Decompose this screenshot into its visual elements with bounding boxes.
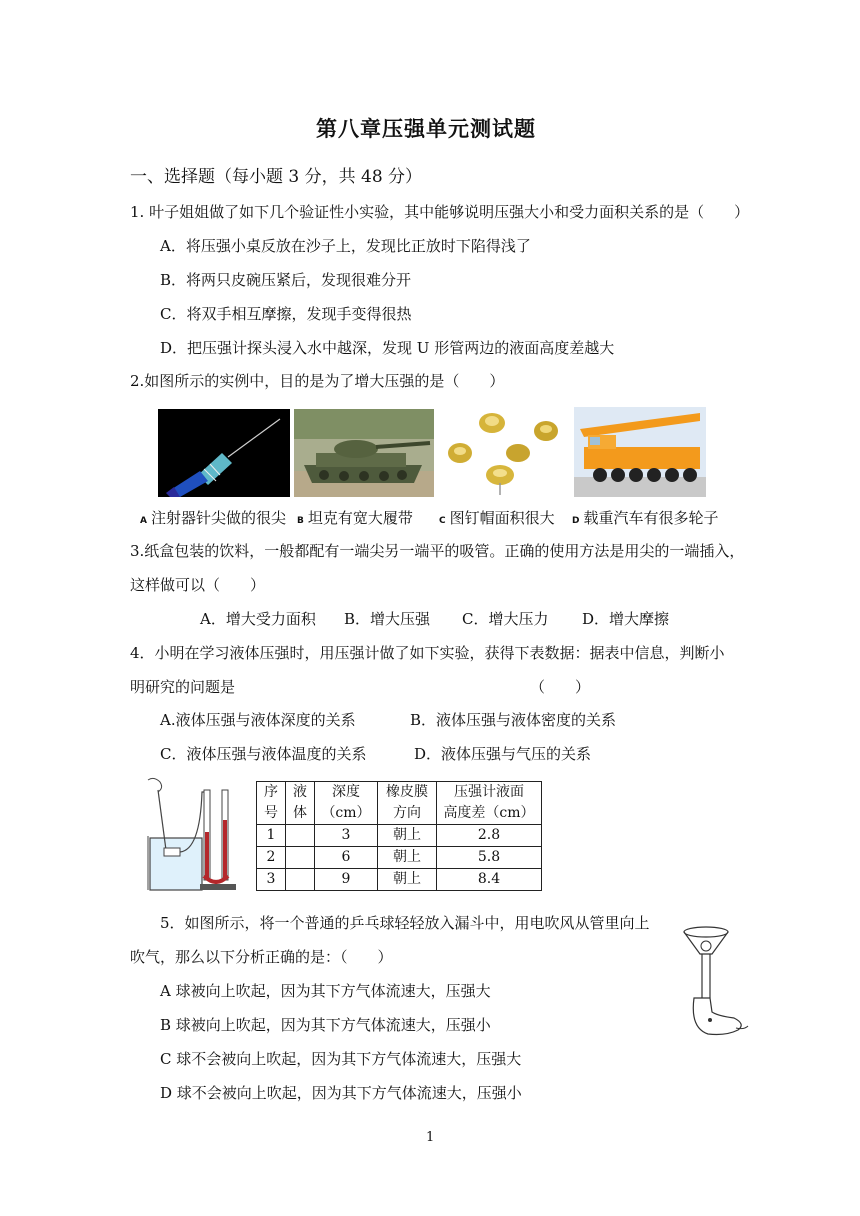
tank-image bbox=[294, 409, 434, 497]
caption-b-letter: B bbox=[297, 516, 304, 526]
question-5-option-b: B 球被向上吹起，因为其下方气体流速大，压强小 bbox=[160, 1016, 491, 1034]
header-text: 高度差（cm） bbox=[443, 805, 535, 821]
caption-d bbox=[572, 507, 719, 528]
question-2-stem: 2.如图所示的实例中，目的是为了增大压强的是（ ） bbox=[130, 372, 505, 390]
table-row bbox=[257, 825, 542, 847]
caption-c-letter: C bbox=[439, 516, 446, 526]
thumbtack-image bbox=[442, 409, 564, 497]
caption-a-text: 注射器针尖做的很尖 bbox=[150, 509, 286, 527]
caption-a bbox=[140, 507, 286, 528]
caption-b bbox=[297, 507, 413, 528]
page-number: 1 bbox=[426, 1130, 435, 1145]
header-cell-membrane-direction bbox=[378, 782, 437, 825]
table-cell: 2.8 bbox=[437, 825, 542, 847]
header-text: 深度 bbox=[332, 784, 360, 800]
header-cell-liquid bbox=[286, 782, 315, 825]
header-text: 序 bbox=[264, 784, 278, 800]
question-4-line-2: 明研究的问题是 bbox=[130, 678, 236, 696]
table-cell bbox=[286, 847, 315, 869]
question-5-option-d: D 球不会被向上吹起，因为其下方气体流速大，压强小 bbox=[160, 1084, 522, 1102]
table-cell: 1 bbox=[257, 825, 286, 847]
pressure-gauge-image bbox=[138, 776, 248, 894]
table-row bbox=[257, 869, 542, 891]
table-cell: 9 bbox=[315, 869, 378, 891]
caption-d-text: 载重汽车有很多轮子 bbox=[583, 509, 719, 527]
question-5-line-1: 5．如图所示，将一个普通的乒乓球轻轻放入漏斗中，用电吹风从管里向上 bbox=[160, 914, 650, 932]
question-4-line-1: 4．小明在学习液体压强时，用压强计做了如下实验，获得下表数据：据表中信息，判断小 bbox=[130, 644, 725, 662]
table-cell bbox=[286, 825, 315, 847]
table-cell: 朝上 bbox=[378, 869, 437, 891]
header-text: 号 bbox=[264, 805, 278, 821]
question-3-option-c: C．增大压力 bbox=[462, 610, 549, 628]
caption-d-letter: D bbox=[572, 516, 580, 526]
question-3-option-b: B．增大压强 bbox=[344, 610, 431, 628]
table-row bbox=[257, 847, 542, 869]
table-header-row bbox=[257, 782, 542, 825]
question-1-option-b: B．将两只皮碗压紧后，发现很难分开 bbox=[160, 271, 412, 289]
caption-c-text: 图钉帽面积很大 bbox=[449, 509, 555, 527]
header-text: 方向 bbox=[393, 805, 421, 821]
header-text: 橡皮膜 bbox=[386, 784, 428, 800]
table-cell: 朝上 bbox=[378, 825, 437, 847]
question-3-option-d: D．增大摩擦 bbox=[582, 610, 670, 628]
data-table bbox=[256, 781, 542, 891]
question-4-answer-paren: （ ） bbox=[530, 678, 591, 696]
section-heading: 一、选择题（每小题 3 分，共 48 分） bbox=[130, 167, 423, 187]
question-1-option-a: A．将压强小桌反放在沙子上，发现比正放时下陷得浅了 bbox=[160, 237, 531, 255]
caption-c bbox=[439, 507, 555, 528]
header-cell-depth bbox=[315, 782, 378, 825]
question-4-option-d: D．液体压强与气压的关系 bbox=[414, 745, 592, 763]
question-5-option-c: C 球不会被向上吹起，因为其下方气体流速大，压强大 bbox=[160, 1050, 522, 1068]
header-text: （cm） bbox=[321, 805, 371, 821]
header-cell-index bbox=[257, 782, 286, 825]
question-1-option-c: C．将双手相互摩擦，发现手变得很热 bbox=[160, 305, 412, 323]
question-5-line-2: 吹气，那么以下分析正确的是：（ ） bbox=[130, 948, 393, 966]
table-cell: 2 bbox=[257, 847, 286, 869]
table-cell: 朝上 bbox=[378, 847, 437, 869]
table-cell: 8.4 bbox=[437, 869, 542, 891]
question-3-line-1: 3.纸盒包装的饮料，一般都配有一端尖另一端平的吸管。正确的使用方法是用尖的一端插入， bbox=[130, 542, 745, 560]
question-3-option-a: A．增大受力面积 bbox=[200, 610, 316, 628]
table-cell: 5.8 bbox=[437, 847, 542, 869]
table-cell: 6 bbox=[315, 847, 378, 869]
table-cell: 3 bbox=[315, 825, 378, 847]
question-1-option-d: D．把压强计探头浸入水中越深，发现 U 形管两边的液面高度差越大 bbox=[160, 339, 615, 357]
table-cell: 3 bbox=[257, 869, 286, 891]
question-4-option-a: A.液体压强与液体深度的关系 bbox=[160, 711, 356, 729]
funnel-dryer-image bbox=[676, 924, 750, 1042]
page-title: 第八章压强单元测试题 bbox=[316, 116, 536, 141]
caption-a-letter: A bbox=[140, 516, 147, 526]
table-cell bbox=[286, 869, 315, 891]
crane-truck-image bbox=[574, 407, 706, 497]
question-3-line-2: 这样做可以（ ） bbox=[130, 576, 266, 594]
syringe-image bbox=[158, 409, 290, 497]
header-text: 体 bbox=[293, 805, 307, 821]
caption-b-text: 坦克有宽大履带 bbox=[307, 509, 413, 527]
header-cell-height-difference bbox=[437, 782, 542, 825]
header-text: 液 bbox=[293, 784, 307, 800]
question-1-stem: 1. 叶子姐姐做了如下几个验证性小实验，其中能够说明压强大小和受力面积关系的是（ ） bbox=[130, 203, 750, 221]
question-5-option-a: A 球被向上吹起，因为其下方气体流速大，压强大 bbox=[160, 982, 491, 1000]
question-4-option-c: C．液体压强与液体温度的关系 bbox=[160, 745, 367, 763]
question-4-option-b: B．液体压强与液体密度的关系 bbox=[410, 711, 617, 729]
header-text: 压强计液面 bbox=[454, 784, 524, 800]
